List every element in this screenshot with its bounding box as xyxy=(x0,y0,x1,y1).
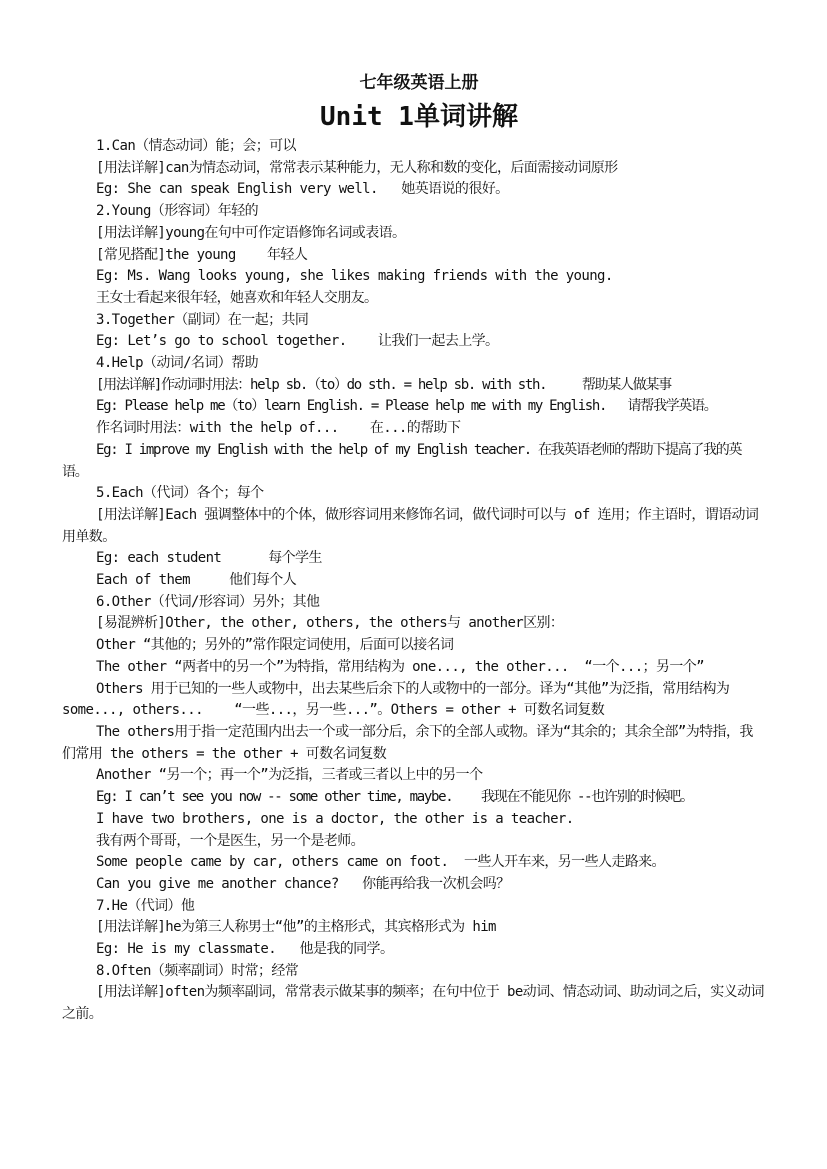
text-line: [易混辨析]Other, the other, others, the others与 another区别： xyxy=(96,615,564,632)
text-line: 4.Help（动词/名词）帮助 xyxy=(96,355,259,372)
text-line: Eg: I improve my English with the help of my English teacher. 在我英语老师的帮助下提高了我的英语。 xyxy=(62,441,742,480)
text-line: 5.Each（代词）各个；每个 xyxy=(96,485,264,502)
text-line: Eg: Please help me（to）learn English. = Please help me with my English. 请帮我学英语。 xyxy=(96,398,717,415)
text-line: The other “两者中的另一个”为特指，常用结构为 one..., the other... “一个...；另一个” xyxy=(96,658,704,675)
text-line: [用法详解]can为情态动词，常常表示某种能力，无人称和数的变化，后面需接动词原形 xyxy=(96,159,618,176)
text-line: Eg: He is my classmate. 他是我的同学。 xyxy=(96,941,394,958)
text-line: Each of them 他们每个人 xyxy=(96,572,297,589)
text-line: Eg: I can’t see you now -- some other time, maybe. 我现在不能见你 --也许别的时候吧。 xyxy=(96,789,693,806)
text-line: Eg: Ms. Wang looks young, she likes making friends with the young. xyxy=(96,268,613,285)
text-line: Other “其他的；另外的”常作限定词使用，后面可以接名词 xyxy=(96,637,454,654)
text-line: 王女士看起来很年轻，她喜欢和年轻人交朋友。 xyxy=(96,289,378,306)
text-line: Another “另一个；再一个”为泛指，三者或三者以上中的另一个 xyxy=(96,767,483,784)
text-line: Others 用于已知的一些人或物中，出去某些后余下的人或物中的一部分。译为“其他”为泛指，常用结构为 some..., others... “一些...，另一些...”。Others = other + 可数名词复数 xyxy=(62,680,738,719)
document-subtitle: Unit 1单词讲解 xyxy=(320,102,518,132)
text-line: 3.Together（副词）在一起；共同 xyxy=(96,311,309,328)
text-line: Eg: Let’s go to school together. 让我们一起去上学。 xyxy=(96,333,499,350)
text-line: 6.Other（代词/形容词）另外；其他 xyxy=(96,593,320,610)
text-line: Some people came by car, others came on foot. 一些人开车来，另一些人走路来。 xyxy=(96,854,665,871)
text-line: [常见搭配]the young 年轻人 xyxy=(96,246,308,263)
text-line: Eg: each student 每个学生 xyxy=(96,550,322,567)
text-line: 8.Often（频率副词）时常；经常 xyxy=(96,962,299,979)
text-line: 7.He（代词）他 xyxy=(96,897,195,914)
text-line: [用法详解]Each 强调整体中的个体，做形容词用来修饰名词，做代词时可以与 of 连用；作主语时，谓语动词用单数。 xyxy=(62,506,759,545)
text-line: [用法详解]often为频率副词，常常表示做某事的频率；在句中位于 be动词、情态动词、助动词之后，实义动词之前。 xyxy=(62,984,764,1023)
text-line: [用法详解]he为第三人称男士“他”的主格形式，其宾格形式为 him xyxy=(96,919,496,936)
text-line: 作名词时用法：with the help of... 在...的帮助下 xyxy=(96,420,461,437)
text-line: The others用于指一定范围内出去一个或一部分后，余下的全部人或物。译为“其余的；其余全部”为特指，我们常用 the others = the other + 可数名词复数 xyxy=(62,723,753,762)
text-line: 2.Young（形容词）年轻的 xyxy=(96,203,259,220)
text-line: [用法详解]作动词时用法：help sb.（to）do sth. = help sb. with sth. 帮助某人做某事 xyxy=(96,376,671,393)
document-page xyxy=(62,70,766,1026)
text-line: Can you give me another chance? 你能再给我一次机会吗？ xyxy=(96,875,510,892)
text-line: 1.Can（情态动词）能；会；可以 xyxy=(96,138,296,154)
document-title: 七年级英语上册 xyxy=(359,73,479,93)
text-line: 我有两个哥哥，一个是医生，另一个是老师。 xyxy=(96,832,364,849)
text-line: Eg: She can speak English very well. 她英语说的很好。 xyxy=(96,181,509,198)
text-line: [用法详解]young在句中可作定语修饰名词或表语。 xyxy=(96,224,406,241)
text-line: I have two brothers, one is a doctor, the other is a teacher. xyxy=(96,810,574,827)
